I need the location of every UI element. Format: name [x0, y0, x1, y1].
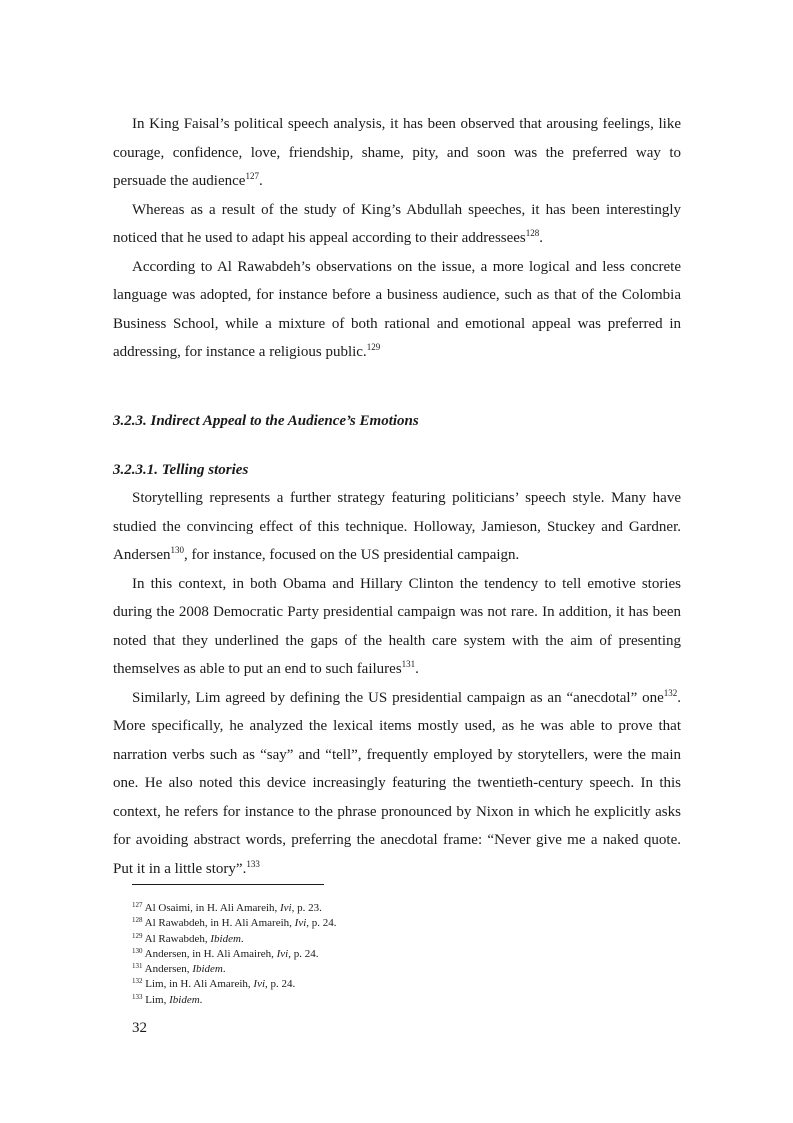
footnote: $^{127}$ Al Osaimi, in H. Ali Amareih, Ivi, p. 23. [132, 901, 322, 914]
subsection-heading: 3.2.3.1. Telling stories [113, 462, 249, 478]
paragraph: In this context, in both Obama and Hillary Clinton the tendency to tell emotive stories during the 2008 Democratic Party presidential campaign was not rare. In addition, it has been noted that they underlined the gaps of the health care system with the aim of presenting themselves as able to put an end to such failures$^{131}$. [113, 575, 681, 677]
footnote-ref: 130 [170, 545, 184, 555]
paragraph: Whereas as a result of the study of King’s Abdullah speeches, it has been interestingly noticed that he used to adapt his appeal according to their addressees$^{128}$. [113, 201, 681, 246]
page-number: 32 [132, 1020, 147, 1036]
footnote-ref: 133 [246, 858, 260, 869]
footnote: $^{133}$ Lim, Ibidem. [132, 992, 203, 1006]
footnote: $^{132}$ Lim, in H. Ali Amareih, Ivi, p. 24. [132, 977, 296, 991]
footnote-separator [132, 884, 324, 885]
footnote: $^{131}$ Andersen, Ibidem. [132, 962, 226, 976]
footnote-ref: 129 [366, 342, 381, 352]
footnotes [132, 901, 337, 1008]
footnote: $^{128}$ Al Rawabdeh, in H. Ali Amareih, Ivi, p. 24. [132, 916, 337, 930]
paragraph: In King Faisal’s political speech analysis, it has been observed that arousing feelings, like courage, confidence, love, friendship, shame, pity, and soon was the preferred way to persuade the audience$^{127}$. [113, 116, 681, 189]
footnote-ref: 132 [663, 687, 678, 698]
footnote-ref: 128 [525, 228, 540, 238]
paragraph: Similarly, Lim agreed by defining the US presidential campaign as an “anecdotal” one$^{132}$. More specifically, he analyzed the lexical items mostly used, as he was able to prove that narration verbs such as “say” and “tell”, frequently employed by storytellers, were the main one. He also noted this device increasingly featuring the twentieth-century speech. In this context, he refers for instance to the phrase pronounced by Nixon in which he explicitly asks for avoiding abstract words, preferring the anecdotal frame: “Never give me a naked quote. Put it in a little story”.$^{133}$ [113, 687, 681, 877]
section-heading: 3.2.3. Indirect Appeal to the Audience’s Emotions [113, 413, 419, 429]
paragraph: According to Al Rawabdeh’s observations on the issue, a more logical and less concrete language was adopted, for instance before a business audience, such as that of the Colombia Business School, while a mixture of both rational and emotional appeal was preferred in addressing, for instance a religious public.$^{129}$ [113, 258, 681, 360]
paragraph: Storytelling represents a further strategy featuring politicians’ speech style. Many have studied the convincing effect of this technique. Holloway, Jamieson, Stuckey and Gardner. Andersen$^{130}$, for instance, focused on the US presidential campaign. [113, 490, 681, 563]
footnote: $^{130}$ Andersen, in H. Ali Amaireh, Ivi, p. 24. [132, 946, 319, 960]
footnote-ref: 127 [245, 171, 259, 181]
intro-text-block [113, 110, 681, 367]
footnote-ref: 131 [401, 659, 416, 669]
storytelling-text-block [113, 484, 681, 883]
footnote: $^{129}$ Al Rawabdeh, Ibidem. [132, 931, 244, 945]
